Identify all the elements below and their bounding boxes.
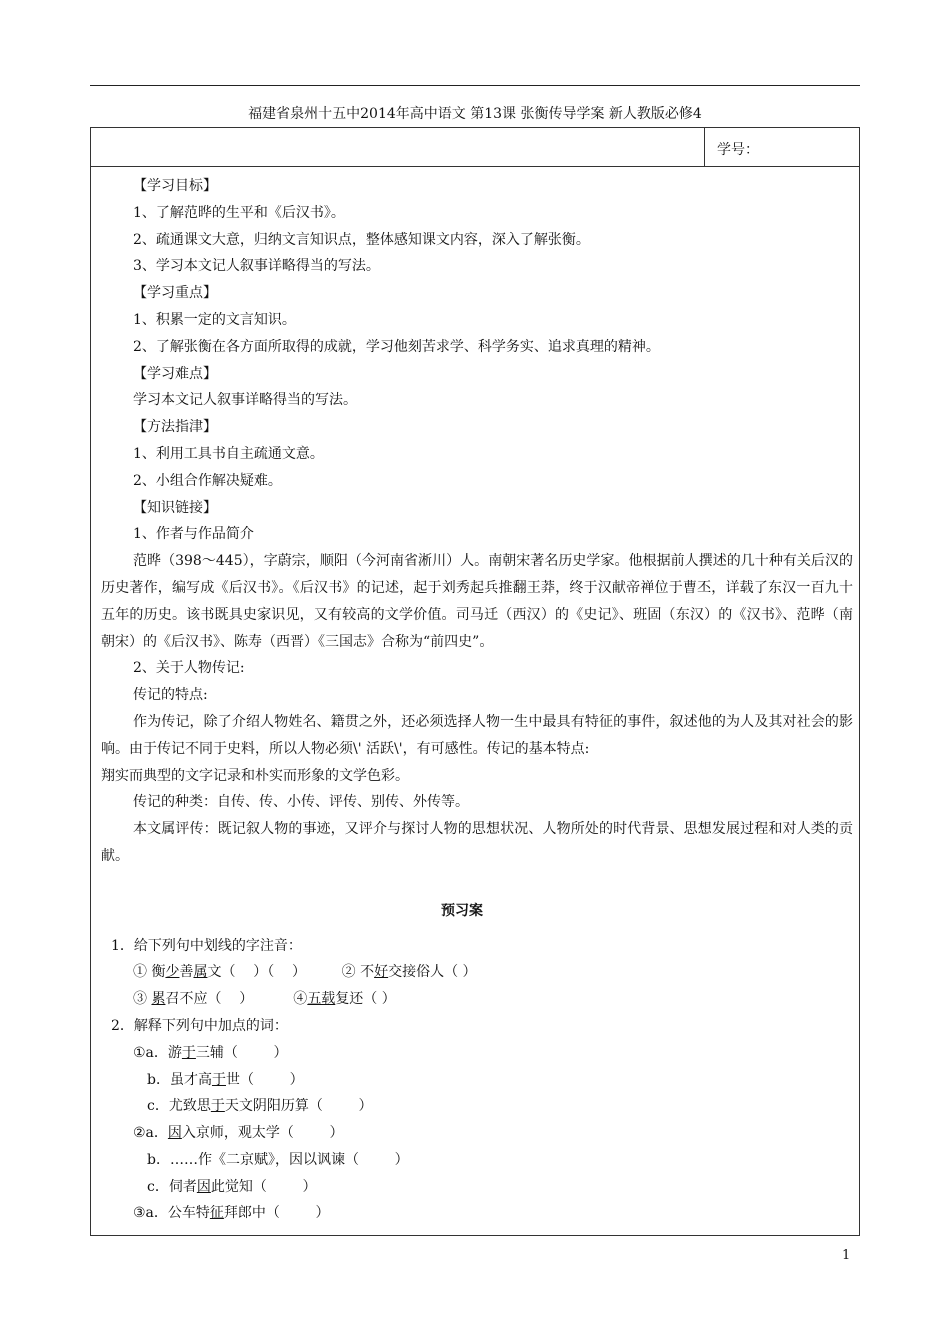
document-title: 福建省泉州十五中2014年高中语文 第13课 张衡传导学案 新人教版必修4 — [248, 106, 702, 122]
biography-paragraph-tail: 翔实而典型的文字记录和朴实而形象的文学色彩。 — [101, 767, 409, 784]
goal-item: 3、学习本文记人叙事详略得当的写法。 — [133, 258, 380, 275]
question-2-item — [101, 1120, 853, 1147]
question-2-item — [101, 1067, 853, 1094]
question-2-item — [101, 1093, 853, 1120]
question-1: 1．给下列句中划线的字注音： — [111, 937, 302, 954]
knowledge-link-heading: 【知识链接】 — [133, 499, 217, 516]
item-text: c．尤致思 — [147, 1098, 211, 1115]
difficulty-heading: 【学习难点】 — [133, 365, 217, 382]
biography-this-text: 本文属评传：既记叙人物的事迹，又评介与探讨人物的思想状况、人物所处的时代背景、思想发展过程和对人类的贡献。 — [101, 821, 853, 864]
author-paragraph: 范晔（398～445），字蔚宗，顺阳（今河南省淅川）人。南朝宋著名历史学家。他根据前人撰述的几十种有关后汉的历史著作，编写成《后汉书》。《后汉书》的记述，起于刘秀起兵推翻王莽，终于汉献帝禅位于曹丕，详载了东汉一百九十五年的历史。该书既具史家识见，又有较高的文学价值。司马迁（西汉）的《史记》、班固（东汉）的《汉书》、范晔（南朝宋）的《后汉书》、陈寿（西晋）《三国志》合称为“前四史”。 — [101, 553, 853, 650]
question-2-item — [101, 1040, 853, 1067]
method-item: 2、小组合作解决疑难。 — [133, 472, 282, 489]
item-text: 三辅（ ） — [195, 1044, 288, 1061]
item-text: ①a．游 — [133, 1044, 182, 1061]
question-2-items — [101, 1040, 853, 1228]
method-heading: 【方法指津】 — [133, 419, 217, 436]
goal-item: 2、疏通课文大意，归纳文言知识点，整体感知课文内容，深入了解张衡。 — [133, 231, 590, 248]
worksheet-table — [90, 127, 860, 1236]
underlined-word: 于 — [210, 1098, 225, 1115]
biography-feature-heading: 传记的特点: — [133, 687, 208, 704]
focus-item: 1、积累一定的文言知识。 — [133, 311, 296, 328]
item-text: ②a． — [133, 1125, 168, 1142]
question-1-line-1: ① 衡少善属文（ ）（ ） ② 不好交接俗人（ ） — [133, 964, 477, 981]
item-text: 天文阴阳历算（ ） — [224, 1098, 373, 1115]
underlined-word: 因 — [196, 1178, 211, 1195]
biography-subheading: 2、关于人物传记: — [133, 660, 245, 677]
difficulty-text: 学习本文记人叙事详略得当的写法。 — [133, 392, 357, 409]
student-number-label: 学号： — [717, 142, 759, 158]
item-text: b．……作《二京赋》，因以讽谏（ ） — [147, 1151, 409, 1168]
biography-types: 传记的种类：自传、传、小传、评传、别传、外传等。 — [133, 794, 469, 811]
goal-item: 1、了解范晔的生平和《后汉书》。 — [133, 204, 345, 221]
item-text: 此觉知（ ） — [210, 1178, 317, 1195]
underlined-word: 于 — [181, 1044, 196, 1061]
worksheet-content — [101, 173, 853, 1227]
item-text: 拜郎中（ ） — [223, 1205, 330, 1222]
question-2-item — [101, 1174, 853, 1201]
question-2-item — [101, 1200, 853, 1227]
underlined-word: 征 — [209, 1205, 224, 1222]
item-text: b．虽才高 — [147, 1071, 212, 1088]
item-text: 世（ ） — [225, 1071, 304, 1088]
page-number: 1 — [842, 1248, 851, 1263]
item-text: c．伺者 — [147, 1178, 197, 1195]
item-text: 入京师，观太学（ ） — [181, 1125, 344, 1142]
preview-heading: 预习案 — [441, 902, 483, 919]
top-rule — [90, 85, 860, 86]
biography-paragraph: 作为传记，除了介绍人物姓名、籍贯之外，还必须选择人物一生中最具有特征的事件，叙述他的为人及其对社会的影响。由于传记不同于史料，所以人物必须\' 活跃\'，有可感性。传记的基本特点: — [101, 713, 853, 757]
question-1-line-2: ③ 累召不应（ ） ④五载复还（ ） — [133, 991, 396, 1008]
focus-heading: 【学习重点】 — [133, 285, 217, 302]
method-item: 1、利用工具书自主疏通文意。 — [133, 445, 324, 462]
underlined-word: 因 — [167, 1125, 182, 1142]
focus-item: 2、了解张衡在各方面所取得的成就，学习他刻苦求学、科学务实、追求真理的精神。 — [133, 338, 660, 355]
item-text: ③a．公车特 — [133, 1205, 210, 1222]
question-2: 2．解释下列句中加点的词： — [111, 1017, 288, 1034]
table-header-row — [91, 128, 859, 167]
goals-heading: 【学习目标】 — [133, 178, 217, 194]
student-number-cell — [704, 128, 860, 166]
author-subheading: 1、作者与作品简介 — [133, 526, 254, 543]
question-2-item — [101, 1147, 853, 1174]
underlined-word: 于 — [211, 1071, 226, 1088]
